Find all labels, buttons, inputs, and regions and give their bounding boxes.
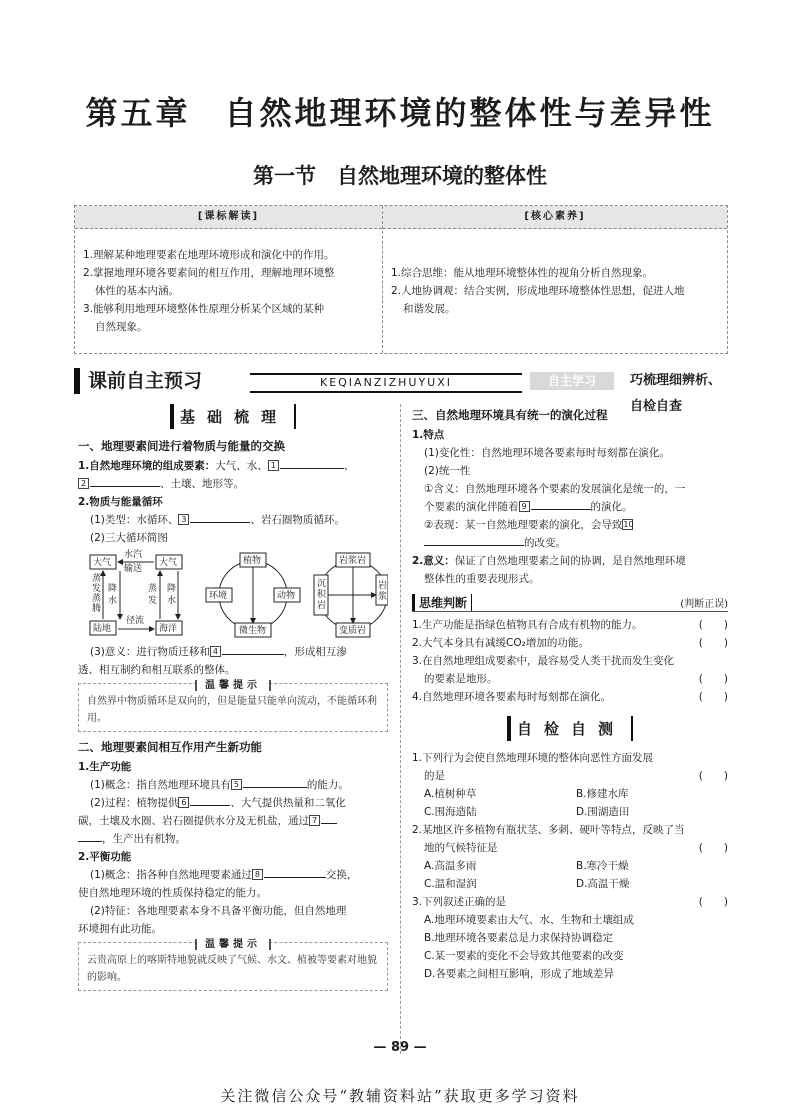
- page-number: — 89 —: [373, 1040, 427, 1055]
- column-divider: [400, 404, 401, 1054]
- bio-plant: 植物: [243, 556, 262, 566]
- standards-right: 1.综合思维：能从地理环境整体性的视角分析自然现象。 2.人地协调观：结合实例，形成地理环境整体性思想，促进人地 和谐发展。: [391, 267, 685, 315]
- judge-item: 1.生产功能是指绿色植物具有合成有机物的能力。 ( ): [412, 619, 728, 631]
- footer-note: 关注微信公众号“教辅资料站”获取更多学习资料: [220, 1087, 580, 1105]
- water-ocean: 海洋: [159, 624, 178, 634]
- bio-micro: 微生物: [239, 626, 267, 636]
- chapter-name: 自然地理环境的整体性与差异性: [224, 94, 715, 132]
- q1-options: A.植树种草 B.修建水库 C.围海造陆 D.围湖造田: [424, 788, 630, 818]
- s3-title: 三、自然地理环境具有统一的演化过程: [412, 408, 608, 422]
- warm-tip-2: 温馨提示 云贵高原上的喀斯特地貌就反映了气候、水文、植被等要素对地貌的影响。: [78, 942, 388, 991]
- water-atm1: 大气: [93, 558, 112, 568]
- s2-title: 二、地理要素间相互作用产生新功能: [78, 740, 262, 754]
- water-atm2: 大气: [159, 558, 178, 568]
- left-header: [课标解读]: [75, 206, 382, 229]
- q2: 2.某地区许多植物有瓶状茎、多刺、硬叶等特点，反映了当: [412, 824, 685, 836]
- thinking-judgment-header: 思维判断 (判断正误): [412, 594, 728, 612]
- banner-pinyin: KEQIANZIZHUYUXI: [250, 373, 522, 393]
- q3-option-c: C.某一要素的变化不会导致其他要素的改变: [424, 950, 624, 962]
- bio-animal: 动物: [277, 591, 296, 601]
- judge-item: 2.大气本身具有减缓CO₂增加的功能。 ( ): [412, 637, 728, 649]
- three-cycles-diagram: [78, 549, 388, 641]
- standards-left: 1.理解某种地理要素在地理环境形成和演化中的作用。 2.掌握地理环境各要素间的相互作用，理解地理环境整 体性的基本内涵。 3.能够利用地理环境整体性原理分析某个区域的某种 自然现象。: [83, 249, 335, 333]
- q3-option-a: A.地理环境要素由大气、水、生物和土壤组成: [424, 914, 634, 926]
- rock-meta: 变质岩: [339, 626, 367, 636]
- q3-option-d: D.各要素之间相互影响，形成了地域差异: [424, 968, 614, 980]
- curriculum-standards-box: [74, 205, 728, 354]
- s1-p1: 1.自然地理环境的组成要素：大气、水、 1 、: [78, 460, 355, 472]
- water-rain1: 降水: [108, 584, 118, 606]
- q2-options: A.高温多雨 B.寒冷干燥 C.温和湿润 D.高温干燥: [424, 860, 630, 890]
- q1: 1.下列行为会使自然地理环境的整体向恶性方面发展: [412, 752, 654, 764]
- q3-option-b: B.地理环境各要素总是力求保持协调稳定: [424, 932, 614, 944]
- chapter-title: [0, 88, 800, 134]
- s1-p2: 2.物质与能量循环: [78, 496, 163, 508]
- section-title: 第一节 自然地理环境的整体性: [253, 164, 547, 188]
- right-column: 三、自然地理环境具有统一的演化过程 1.特点 (1)变化性：自然地理环境各要素每时每刻都在演化。 (2)统一性 ①含义：自然地理环境各个要素的发展演化是统一的，一 个要素的演化伴随着 9 的演化。 ②表现：某一自然地理要素的演化，会导致10 的改变。 2.意义：保证了自然地理要素之间的协调，是自然地理环境 整体性的重要表现形式。 思维判断 (判断正误) 1.生产功能是指绿色植物具有合成有机物的能力。 ( ) 2.大气本身具有减缓CO₂增加的功能。 ( ) 3.在自然地理组成要素中，最容易受人类干扰而发生变化 的要素是地形。 ( ) 4.自然地理环境各要素每时每刻都在演化。 ( ) 自检自测 1.下列行为会使自然地理环境的整体向恶性方面发展 的是 ( ) A.植树种草 B.修建水库 C.围海造陆 D.围湖造田 2.某地区许多植物有瓶状茎、多刺、硬叶等特点，反映了当 地的气候特征是 ( ) A.高温多雨 B.寒冷干燥 C.温和湿润 D.高温干燥 3.下列叙述正确的是 ( ) A.地理环境要素由大气、水、生物和土壤组成 B.地理环境各要素总是力求保持协调稳定 C.某一要素的变化不会导致其他要素的改变 D.各要素之间相互影响，形成了地域差异: [412, 404, 728, 983]
- basics-heading: 基础梳理: [78, 404, 388, 429]
- judge-item: 4.自然地理环境各要素每时每刻都在演化。 ( ): [412, 691, 728, 703]
- preview-banner: [74, 368, 726, 414]
- warm-tip-1: 温馨提示 自然界中物质循环是双向的，但是能量只能单向流动，不能循环利用。: [78, 683, 388, 732]
- water-evap: 蒸发蒸腾: [92, 574, 102, 614]
- rock-magma: 岩浆岩: [339, 556, 367, 566]
- right-header: [核心素养]: [383, 206, 727, 229]
- water-runoff: 径流: [126, 616, 145, 626]
- water-vapor1: 水汽: [124, 550, 143, 560]
- banner-slogan: 巧梳理细辨析、自检自查: [630, 373, 722, 414]
- water-evap2: 蒸发: [148, 584, 158, 606]
- s1-title: 一、地理要素间进行着物质与能量的交换: [78, 439, 285, 453]
- rock-sed: 沉积岩: [317, 579, 327, 611]
- bio-env: 环境: [209, 591, 228, 601]
- s1-p3: (3)意义：进行物质迁移和 4 ，形成相互渗: [90, 646, 347, 658]
- banner-title: 课前自主预习: [88, 370, 203, 392]
- self-test-heading: 自检自测: [412, 716, 728, 741]
- judge-item: 3.在自然地理组成要素中，最容易受人类干扰而发生变化: [412, 655, 675, 667]
- water-rain2: 降水: [167, 584, 177, 606]
- left-column: 基础梳理 一、地理要素间进行着物质与能量的交换 1.自然地理环境的组成要素：大气、水、 1 、 2 、土壤、地形等。 2.物质与能量循环 (1)类型：水循环、 3 、岩石圈物质循环。 (2)三大循环简图 大气 大气 水汽 输送 蒸发蒸腾 降水 蒸发 降水 陆地 海洋 径流 植物 环境 动物 微生物 岩浆岩 沉积岩 岩浆 变质岩 (3)意义：进行物质迁移和 4 ，形成相互渗 透、相互制约和相互联系的整体。 温馨提示 自然界中物质循环是双向的，但是能量只能单向流动，不能循环利用。 二、地理要素间相互作用产生新功能 1.生产功能 (1)概念：指自然地理环境具有 5 的能力。 (2)过程：植物提供 6 、大气提供热量和二氧化 碳，土壤及水圈、岩石圈提供水分及无机盐，通过 7 ，生产出有机物。 2.平衡功能 (1)概念：指各种自然地理要素通过 8 交换， 使自然地理环境的性质保持稳定的能力。 (2)特征：各地理要素本身不具备平衡功能，但自然地理 环境拥有此功能。 温馨提示 云贵高原上的喀斯特地貌就反映了气候、水文、植被等要素对地貌的影响。: [78, 404, 388, 997]
- q3: 3.下列叙述正确的是 ( ): [412, 896, 728, 908]
- banner-tag: 自主学习: [530, 372, 614, 390]
- chapter-label: 第五章: [85, 94, 191, 132]
- water-land: 陆地: [93, 624, 112, 634]
- water-vapor2: 输送: [124, 564, 143, 574]
- rock-lava: 岩浆: [378, 581, 388, 602]
